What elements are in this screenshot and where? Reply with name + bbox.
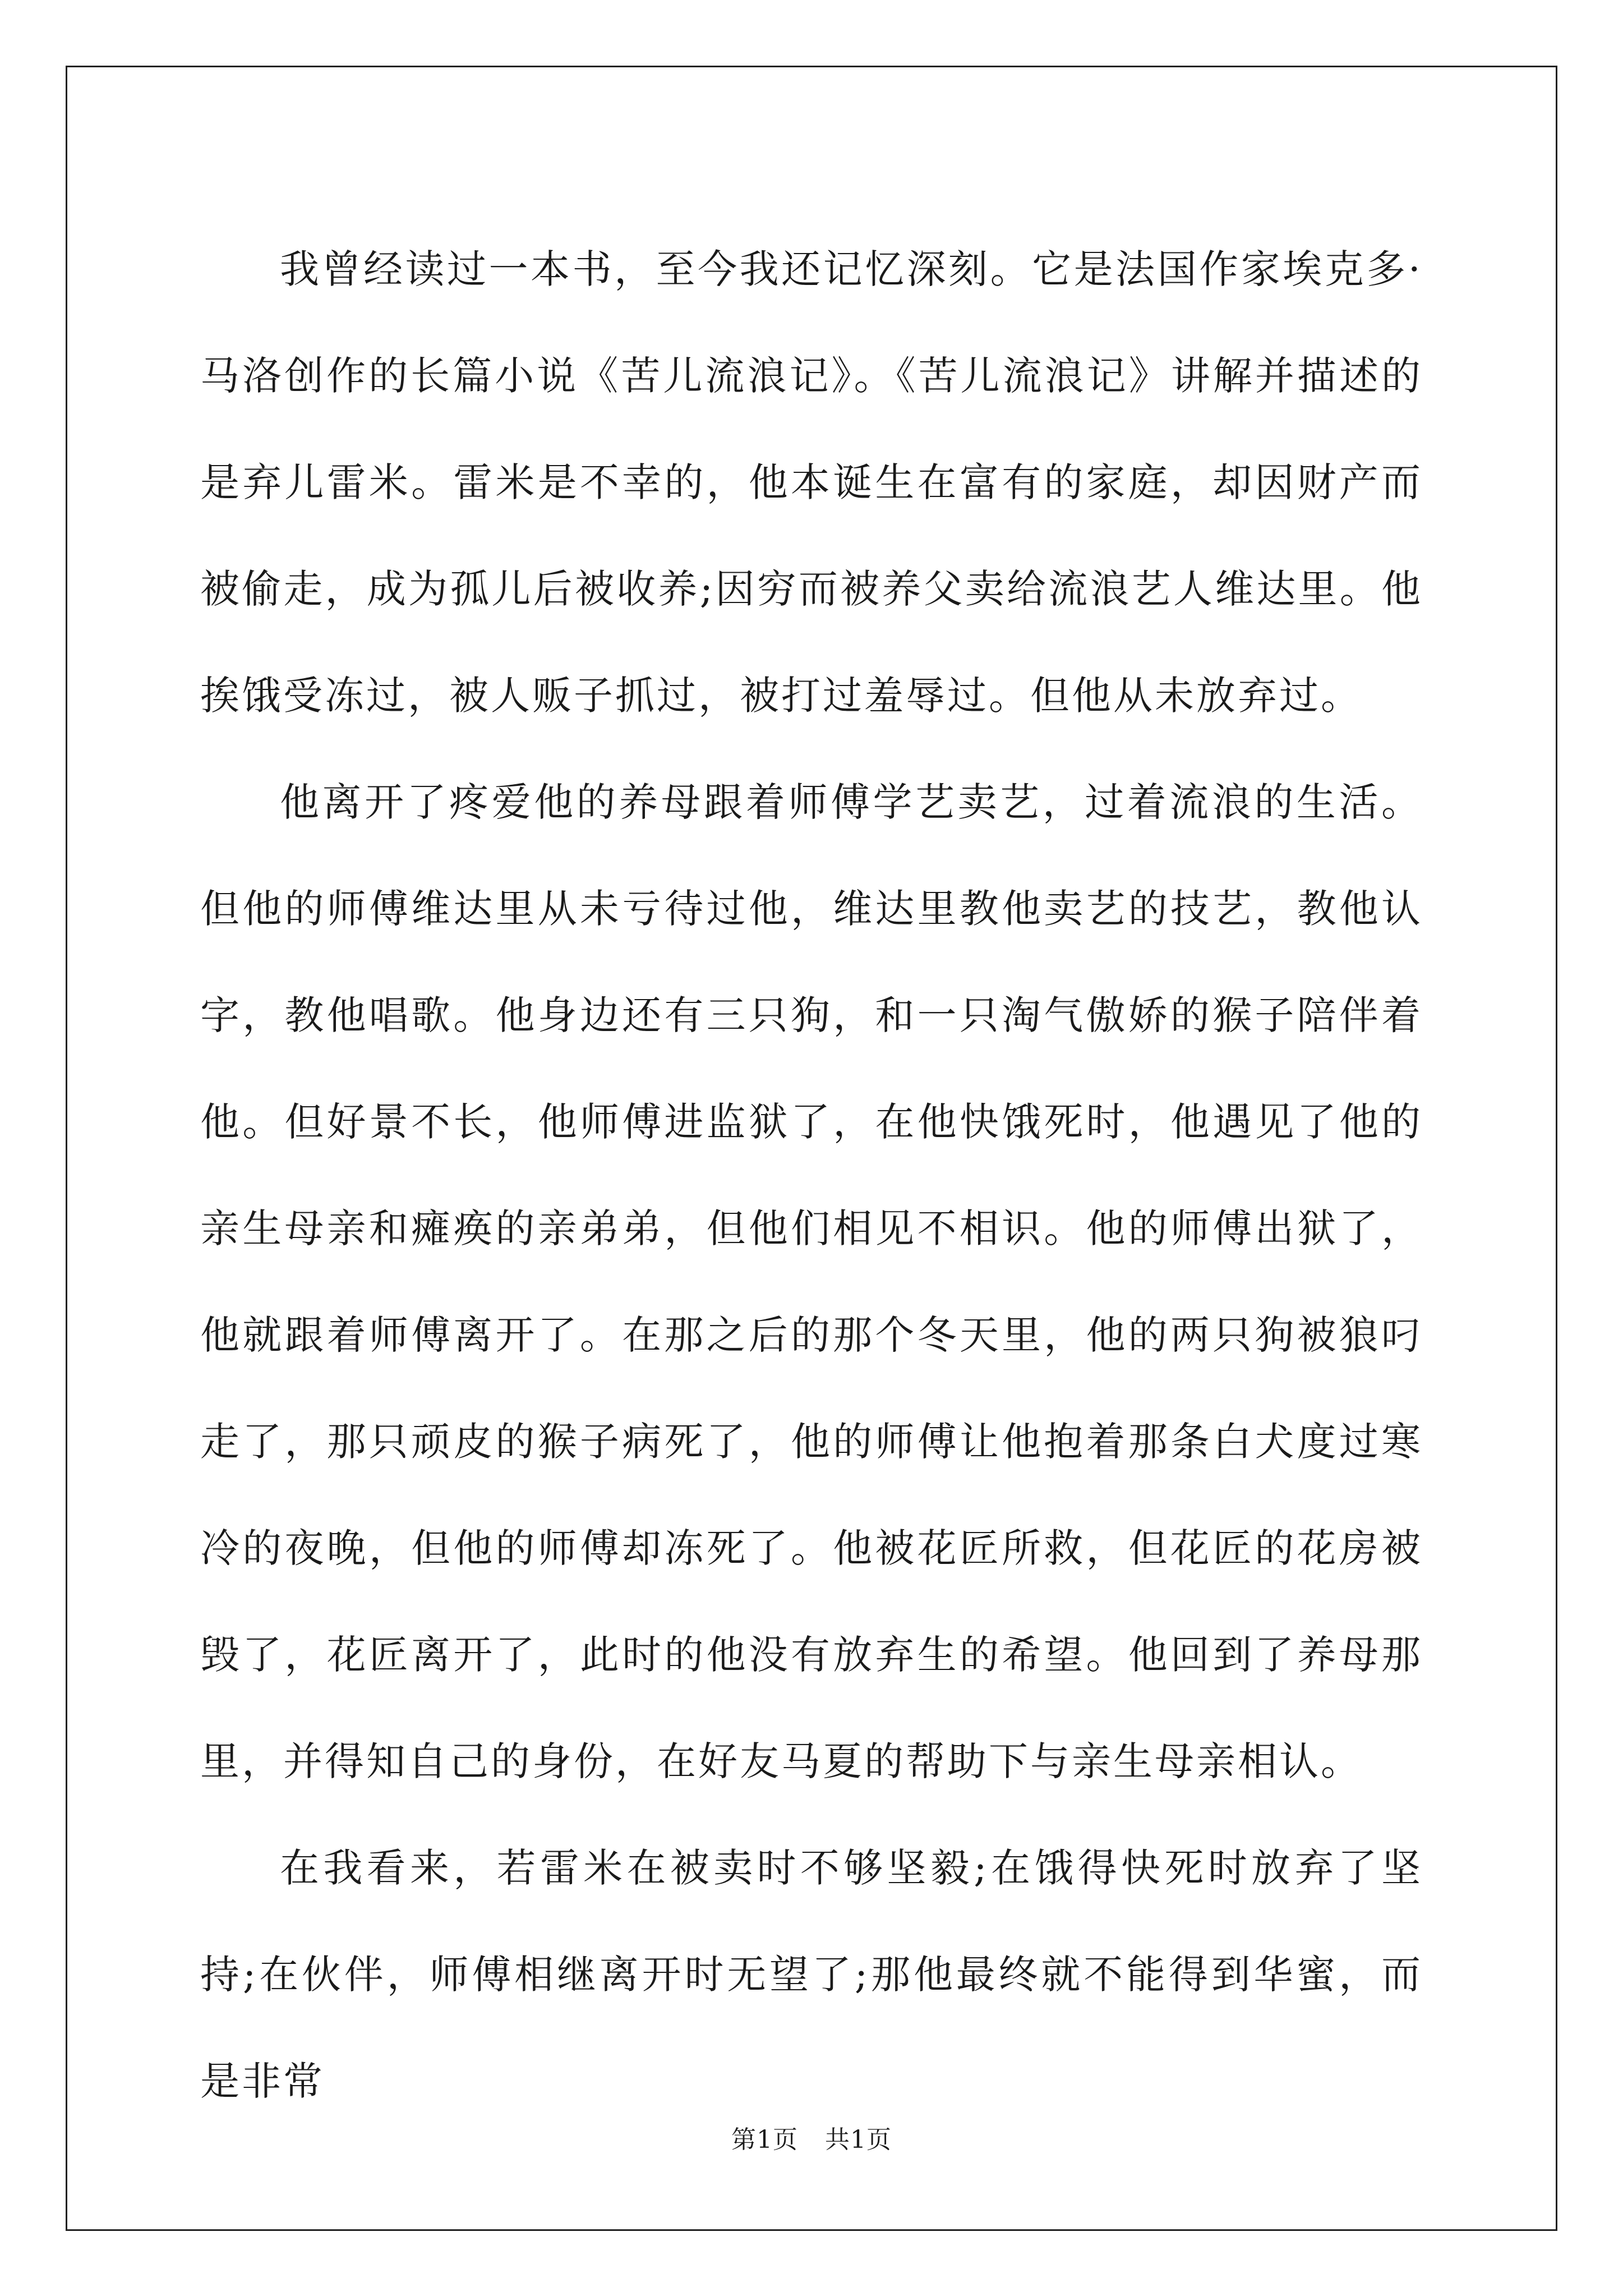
page-total: 共1页: [825, 2125, 892, 2154]
page-footer: [0, 2123, 1623, 2157]
page-number: 第1页: [731, 2125, 798, 2154]
document-body: [200, 216, 1423, 2134]
paragraph-1: 我曾经读过一本书，至今我还记忆深刻。它是法国作家埃克多·马洛创作的长篇小说《苦儿流浪记》。《苦儿流浪记》讲解并描述的是弃儿雷米。雷米是不幸的，他本诞生在富有的家庭，却因财产而被偷走，成为孤儿后被收养;因穷而被养父卖给流浪艺人维达里。他挨饿受冻过，被人贩子抓过，被打过羞辱过。但他从未放弃过。: [200, 246, 1423, 719]
paragraph-2: 他离开了疼爱他的养母跟着师傅学艺卖艺，过着流浪的生活。但他的师傅维达里从未亏待过他，维达里教他卖艺的技艺，教他认字，教他唱歌。他身边还有三只狗，和一只淘气傲娇的猴子陪伴着他。但好景不长，他师傅进监狱了，在他快饿死时，他遇见了他的亲生母亲和瘫痪的亲弟弟，但他们相见不相识。他的师傅出狱了，他就跟着师傅离开了。在那之后的那个冬天里，他的两只狗被狼叼走了，那只顽皮的猴子病死了，他的师傅让他抱着那条白犬度过寒冷的夜晚，但他的师傅却冻死了。他被花匠所救，但花匠的花房被毁了，花匠离开了，此时的他没有放弃生的希望。他回到了养母那里，并得知自己的身份，在好友马夏的帮助下与亲生母亲相认。: [200, 779, 1423, 1784]
paragraph-3: 在我看来，若雷米在被卖时不够坚毅;在饿得快死时放弃了坚持;在伙伴，师傅相继离开时无望了;那他最终就不能得到华蜜，而是非常: [200, 1845, 1423, 2104]
